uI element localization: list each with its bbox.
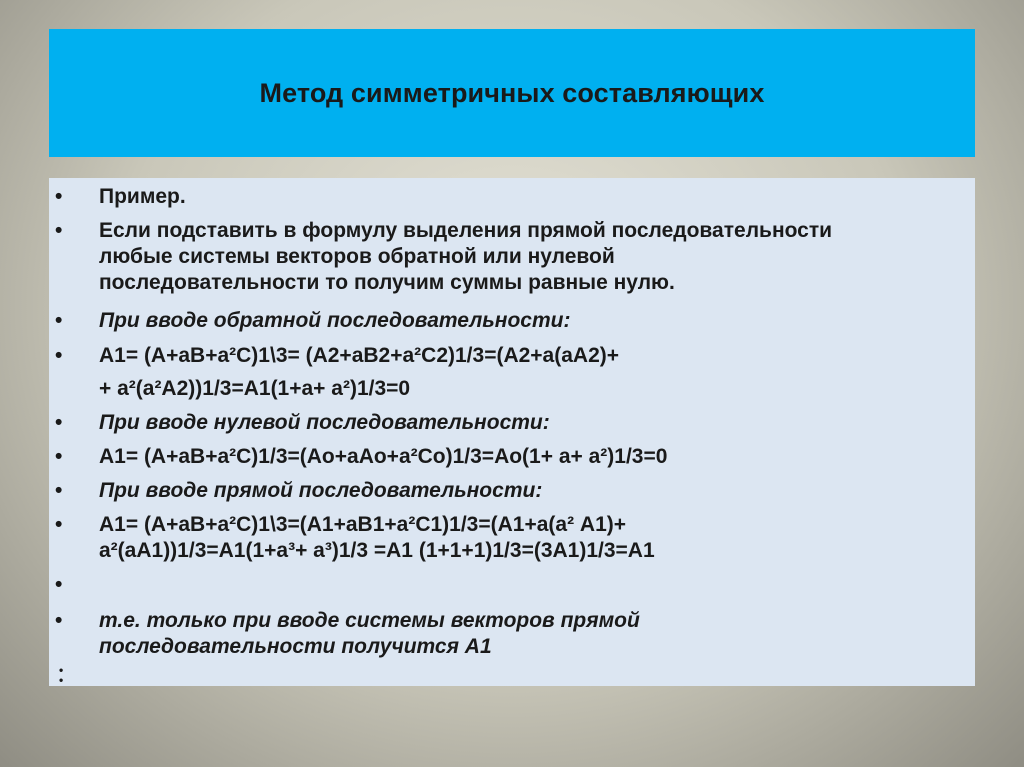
item-text: При вводе нулевой последовательности: [99, 411, 550, 434]
bullet-icon: • [55, 411, 63, 434]
slide-title: Метод симметричных составляющих [259, 77, 765, 108]
item-text: А1= (А+аВ+а²С)1/3=(Ао+аАо+а²Со)1/3=Ао(1+ а+ а²)1/3=0 [99, 445, 668, 468]
bullet-icon: • [55, 309, 63, 332]
item-text: Если подставить в формулу выделения прямой последовательности любые системы векторов обратной или нулевой последовательности то получим суммы равные нулю. [99, 219, 833, 294]
bullet-icon: • [55, 609, 63, 632]
bullet-icon: • [55, 219, 63, 242]
small-bullet-icon: • [59, 673, 64, 687]
small-bullet-icon: • [59, 663, 64, 677]
bullet-icon: • [55, 445, 63, 468]
item-text: т.е. только при вводе системы векторов прямой последовательности получится А1 [99, 609, 640, 658]
bullet-icon: • [55, 479, 63, 502]
content-box [49, 178, 975, 686]
title-bar [49, 29, 975, 157]
bullet-icon: • [55, 185, 63, 208]
item-text: Пример. [99, 185, 186, 208]
item-text: А1= (А+аВ+а²С)1\3=(А1+аВ1+а²С1)1/3=(А1+а(а² А1)+ а²(аА1))1/3=А1(1+а³+ а³)1/3 =А1 (1+1+1)1/3=(3А1)1/3=А1 [99, 513, 655, 562]
item-text: При вводе обратной последовательности: [99, 309, 571, 332]
item-text: + а²(а²А2))1/3=А1(1+а+ а²)1/3=0 [99, 377, 411, 400]
bullet-icon: • [55, 573, 63, 596]
item-text: При вводе прямой последовательности: [99, 479, 543, 502]
bullet-icon: • [55, 513, 63, 536]
bullet-icon: • [55, 344, 63, 367]
item-text: А1= (А+аВ+а²С)1\3= (А2+аВ2+а²С2)1/3=(А2+а(аА2)+ [99, 344, 620, 367]
